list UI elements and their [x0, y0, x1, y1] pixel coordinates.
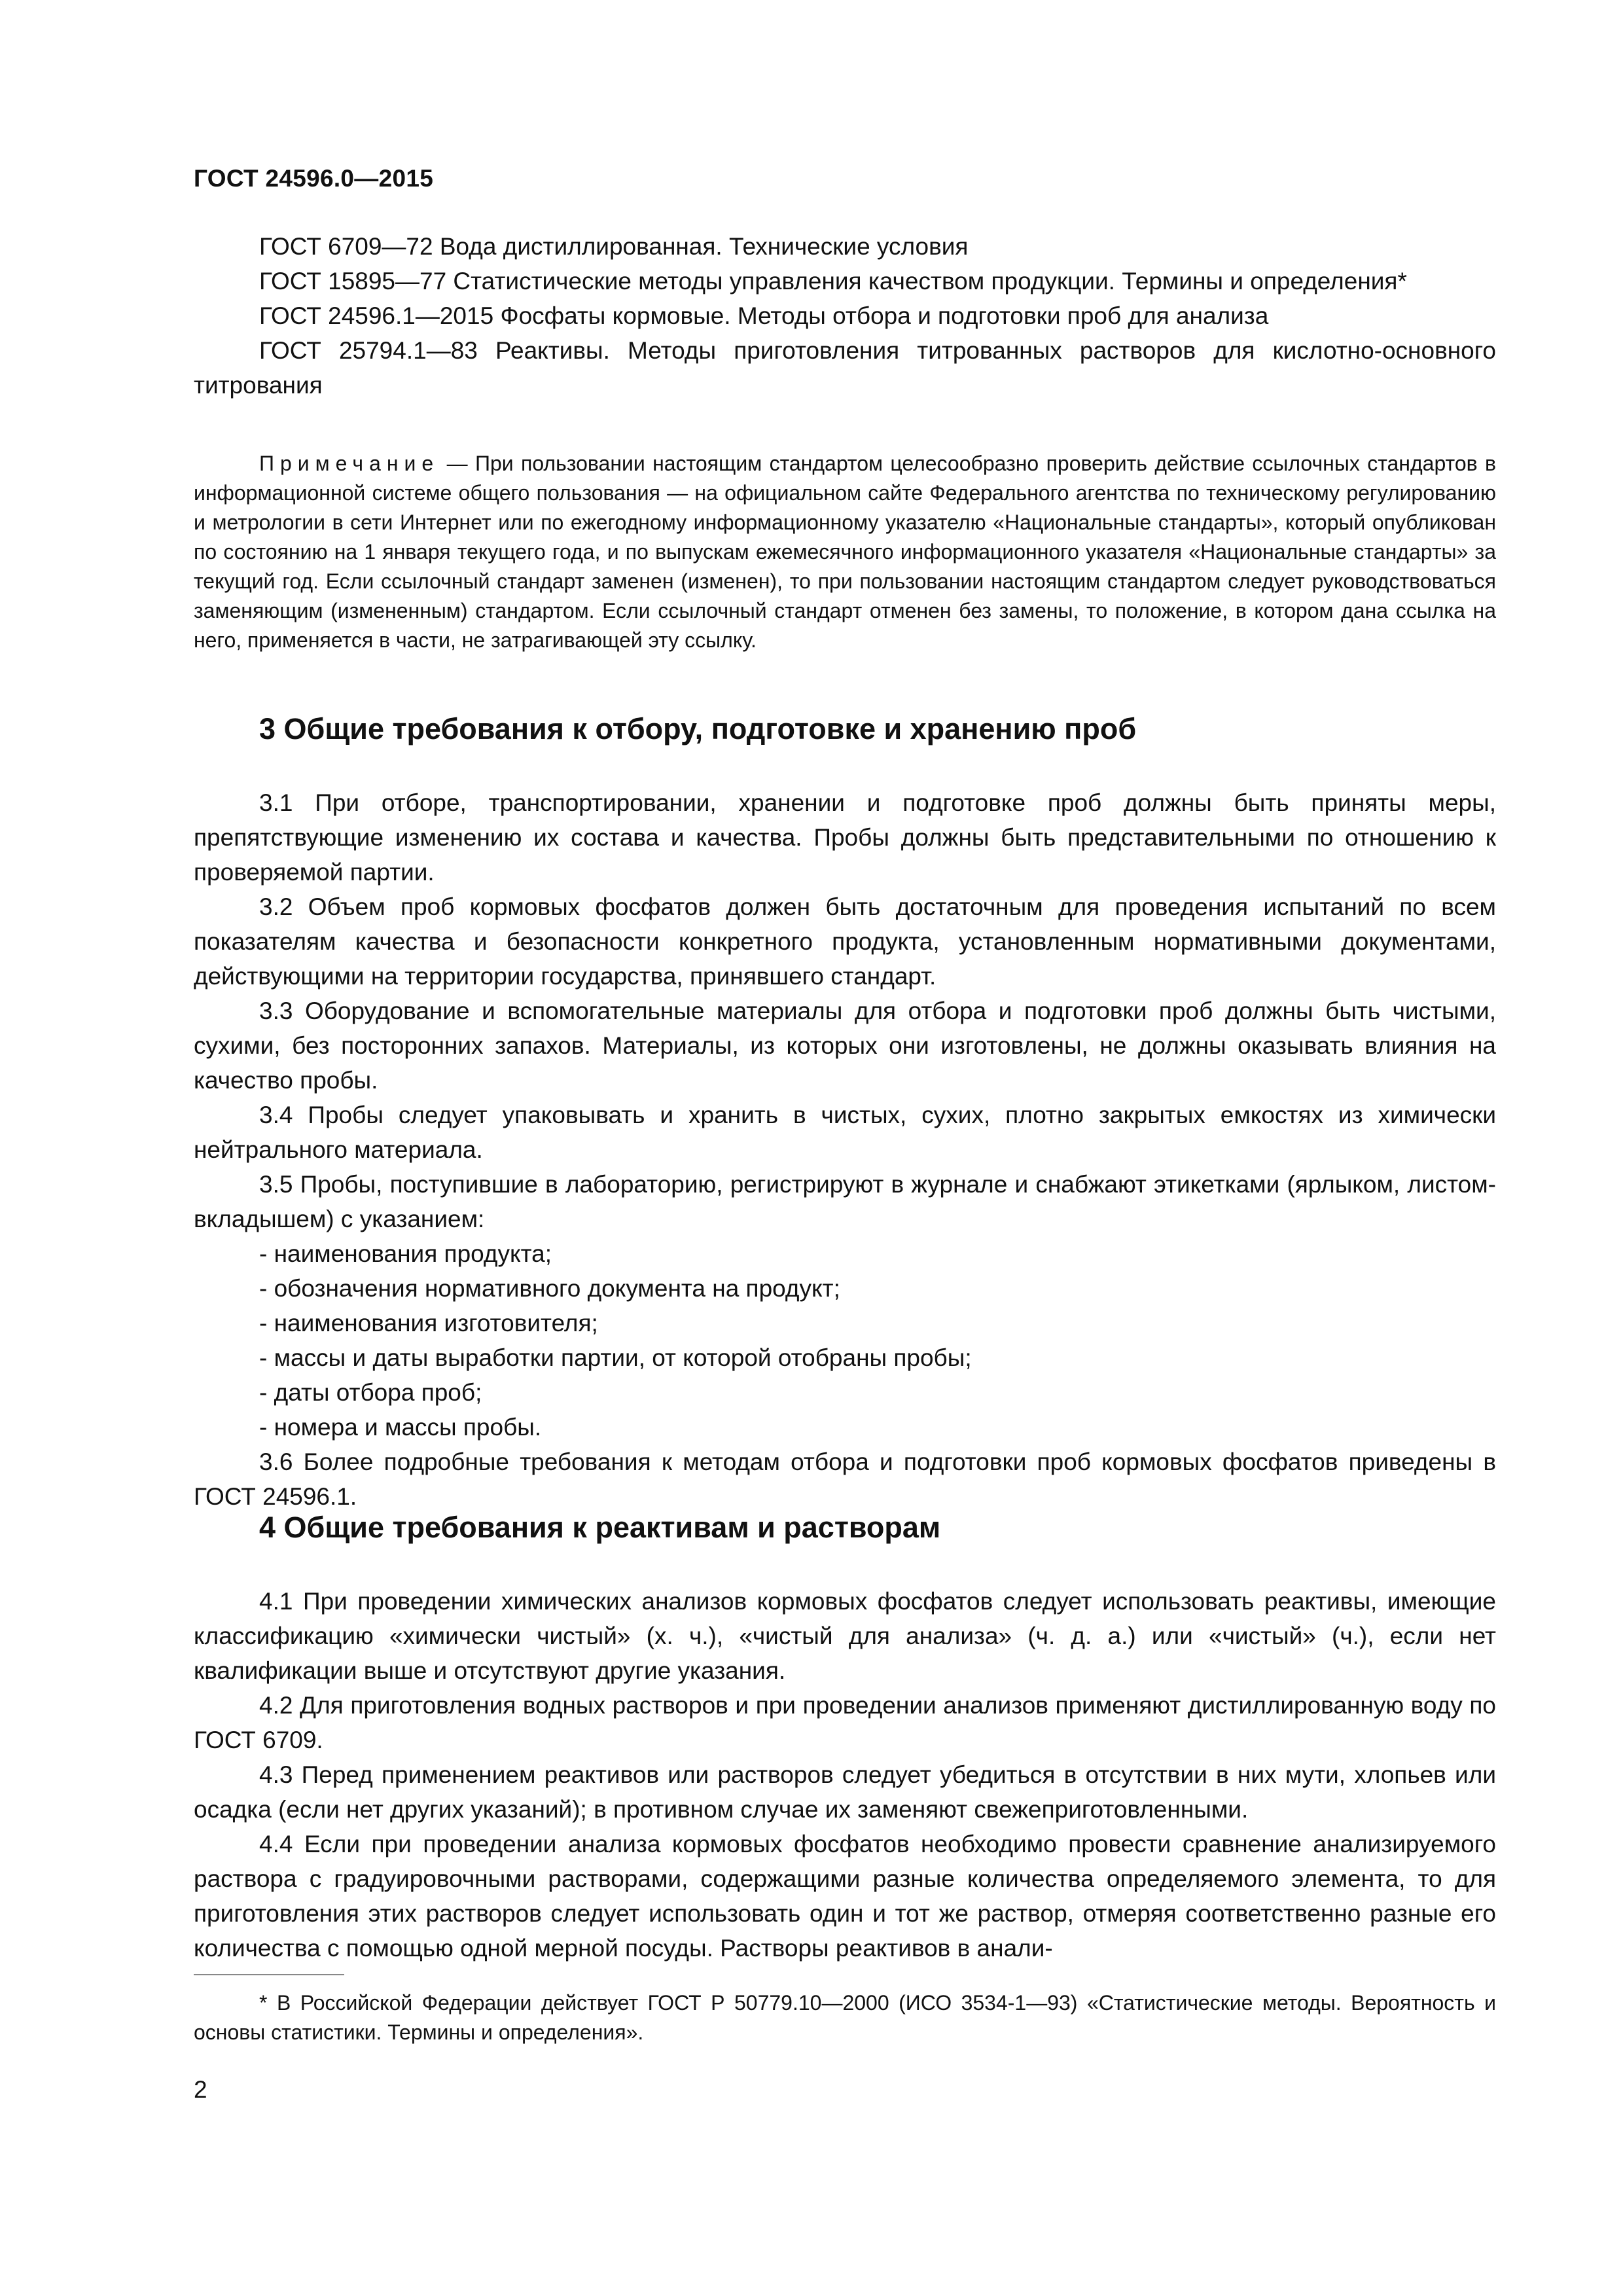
- clause-4-1: 4.1 При проведении химических анализов кормовых фосфатов следует использовать реактивы, имеющие классификацию «химически чистый» (х. ч.), «чистый для анализа» (ч. д. а.) или «чистый» (ч.), если нет квалификации выше и отсутствуют другие указания.: [194, 1588, 1496, 1684]
- list-item: - номера и массы пробы.: [259, 1414, 542, 1441]
- footnote: [194, 1988, 1496, 2047]
- clause-3-6: 3.6 Более подробные требования к методам отбора и подготовки проб кормовых фосфатов приведены в ГОСТ 24596.1.: [194, 1448, 1496, 1510]
- note-paragraph: [194, 449, 1496, 655]
- note-block: [194, 449, 1496, 655]
- section-4-body: [194, 1584, 1496, 1965]
- section-3-heading: 3 Общие требования к отбору, подготовке и хранению проб: [259, 712, 1137, 745]
- list-item: - массы и даты выработки партии, от которой отобраны пробы;: [259, 1344, 972, 1371]
- clause-4-4: 4.4 Если при проведении анализа кормовых фосфатов необходимо провести сравнение анализируемого раствора с градуировочными растворами, содержащими разные количества определяемого элемента, то для приготовления этих растворов следует использовать один и тот же раствор, отмеряя соответственно разные его количества с помощью одной мерной посуды. Растворы реактивов в анали-: [194, 1831, 1496, 1962]
- footnote-text: * В Российской Федерации действует ГОСТ Р 50779.10—2000 (ИСО 3534-1—93) «Статистические методы. Вероятность и основы статистики. Термины и определения».: [194, 1991, 1496, 2044]
- section-3-body: [194, 785, 1496, 1514]
- reference-item: ГОСТ 15895—77 Статистические методы управления качеством продукции. Термины и определения*: [259, 268, 1407, 295]
- reference-item: ГОСТ 6709—72 Вода дистиллированная. Технические условия: [259, 233, 969, 260]
- list-item: - наименования изготовителя;: [259, 1310, 598, 1336]
- clause-3-4: 3.4 Пробы следует упаковывать и хранить в чистых, сухих, плотно закрытых емкостях из химически нейтрального материала.: [194, 1102, 1496, 1163]
- list-item: - даты отбора проб;: [259, 1379, 482, 1406]
- note-text: — При пользовании настоящим стандартом целесообразно проверить действие ссылочных стандартов в информационной системе общего пользования — на официальном сайте Федерального агентства по техническому регулированию и метрологии в сети Интернет или по ежегодному информационному указателю «Национальные стандарты», который опубликован по состоянию на 1 января текущего года, и по выпускам ежемесячного информационного указателя «Национальные стандарты» за текущий год. Если ссылочный стандарт заменен (изменен), то при пользовании настоящим стандартом следует руководствоваться заменяющим (измененным) стандартом. Если ссылочный стандарт отменен без замены, то положение, в котором дана ссылка на него, применяется в части, не затрагивающей эту ссылку.: [194, 452, 1496, 652]
- clause-3-3: 3.3 Оборудование и вспомогательные материалы для отбора и подготовки проб должны быть чистыми, сухими, без посторонних запахов. Материалы, из которых они изготовлены, не должны оказывать влияния на качество пробы.: [194, 997, 1496, 1094]
- section-4-heading: 4 Общие требования к реактивам и растворам: [259, 1511, 941, 1544]
- reference-item: ГОСТ 24596.1—2015 Фосфаты кормовые. Методы отбора и подготовки проб для анализа: [259, 302, 1269, 329]
- page-header-doc-id: ГОСТ 24596.0—2015: [194, 165, 434, 192]
- page-number: 2: [194, 2076, 207, 2103]
- normative-references: [194, 229, 1496, 403]
- clause-3-5: 3.5 Пробы, поступившие в лабораторию, регистрируют в журнале и снабжают этикетками (ярлыком, листом-вкладышем) с указанием:: [194, 1171, 1496, 1232]
- clause-4-2: 4.2 Для приготовления водных растворов и при проведении анализов применяют дистиллированную воду по ГОСТ 6709.: [194, 1692, 1496, 1753]
- list-item: - обозначения нормативного документа на продукт;: [259, 1275, 840, 1302]
- clause-3-1: 3.1 При отборе, транспортировании, хранении и подготовке проб должны быть приняты меры, препятствующие изменению их состава и качества. Пробы должны быть представительными по отношению к проверяемой партии.: [194, 789, 1496, 886]
- clause-3-2: 3.2 Объем проб кормовых фосфатов должен быть достаточным для проведения испытаний по всем показателям качества и безопасности конкретного продукта, установленным нормативными документами, действующими на территории государства, принявшего стандарт.: [194, 893, 1496, 990]
- list-item: - наименования продукта;: [259, 1240, 552, 1267]
- note-label: Примечание: [259, 452, 440, 475]
- clause-4-3: 4.3 Перед применением реактивов или растворов следует убедиться в отсутствии в них мути, хлопьев или осадка (если нет других указаний); в противном случае их заменяют свежеприготовленными.: [194, 1761, 1496, 1823]
- reference-item: ГОСТ 25794.1—83 Реактивы. Методы приготовления титрованных растворов для кислотно-основного титрования: [194, 337, 1496, 399]
- footnote-divider: [194, 1974, 344, 1975]
